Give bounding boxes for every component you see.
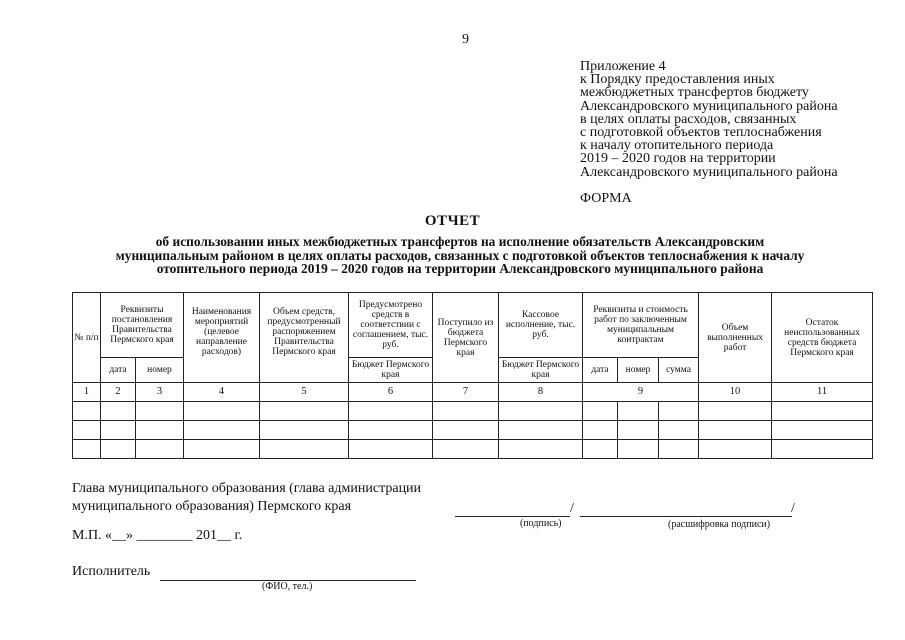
appendix-line: Александровского муниципального района (580, 164, 838, 180)
col-header-contract-number: номер (618, 358, 659, 383)
col-header-remainder: Остаток неиспользованных средств бюджета Пермского края (772, 293, 873, 383)
column-number: 4 (184, 383, 260, 402)
col-header-contract-sum: сумма (659, 358, 699, 383)
head-line: Глава муниципального образования (глава администрации (72, 481, 422, 496)
column-number: 8 (499, 383, 583, 402)
col-header-contracts: Реквизиты и стоимость работ по заключенным муниципальным контрактам (583, 293, 699, 358)
table-row (73, 402, 873, 421)
column-number: 3 (136, 383, 184, 402)
column-number: 5 (260, 383, 349, 402)
col-header-received: Поступило из бюджета Пермского края (433, 293, 499, 383)
subtitle-line: об использовании иных межбюджетных трансфертов на исполнение обязательств Александровским (155, 234, 765, 249)
col-header-date: дата (101, 358, 136, 383)
head-line: муниципального образования) Пермского края (72, 499, 352, 514)
column-number: 10 (699, 383, 772, 402)
executor-caption: (ФИО, тел.) (262, 581, 313, 592)
document-subtitle (60, 235, 860, 276)
decoding-line (580, 516, 792, 517)
col-header-volume: Объем средств, предусмотренный распоряжением Правительства Пермского края (260, 293, 349, 383)
table-row (73, 421, 873, 440)
decoding-slash: / (791, 501, 795, 516)
col-header-cash-budget: Бюджет Пермского края (499, 358, 583, 383)
report-table (72, 292, 873, 459)
column-number: 11 (772, 383, 873, 402)
col-header-requisites: Реквизиты постановления Правительства Пермского края (101, 293, 184, 358)
col-header-number: номер (136, 358, 184, 383)
signature-line (455, 516, 570, 517)
form-label: ФОРМА (580, 191, 632, 206)
col-header-contract-date: дата (583, 358, 618, 383)
head-signature-label (72, 480, 421, 516)
appendix-line: Приложение 4 (580, 59, 666, 74)
column-number: 6 (349, 383, 433, 402)
col-header-name: Наименования мероприятий (целевое направление расходов) (184, 293, 260, 383)
appendix-line: в целях оплаты расходов, связанных (580, 111, 797, 127)
col-header-works: Объем выполненных работ (699, 293, 772, 383)
column-number-row (73, 383, 873, 402)
col-header-planned-budget: Бюджет Пермского края (349, 358, 433, 383)
appendix-line: к Порядку предоставления иных (580, 72, 775, 88)
signature-slash: / (570, 501, 574, 516)
document-title: ОТЧЕТ (424, 213, 481, 229)
col-header-cash: Кассовое исполнение, тыс. руб. (499, 293, 583, 358)
page-number: 9 (462, 32, 469, 47)
signature-caption: (подпись) (520, 518, 562, 529)
column-number: 7 (433, 383, 499, 402)
appendix-line: 2019 – 2020 годов на территории (580, 151, 776, 167)
stamp-date-line: М.П. «__» ________ 201__ г. (72, 528, 243, 543)
appendix-line: с подготовкой объектов теплоснабжения (580, 125, 822, 141)
col-header-no: № п/п (73, 293, 101, 383)
table-row (73, 440, 873, 459)
column-number: 1 (73, 383, 101, 402)
appendix-line: к началу отопительного периода (580, 138, 774, 154)
decoding-caption: (расшифровка подписи) (668, 519, 771, 530)
appendix-block (580, 60, 838, 179)
subtitle-line: отопительного периода 2019 – 2020 годов на территории Александровского муниципального района (156, 261, 764, 276)
subtitle-line: муниципальным районом в целях оплаты расходов, связанных с подготовкой объектов теплоснабжения к началу (115, 247, 805, 263)
appendix-line: межбюджетных трансфертов бюджету (580, 85, 809, 101)
appendix-line: Александровского муниципального района (580, 98, 838, 114)
executor-label: Исполнитель (72, 564, 151, 579)
column-number: 9 (583, 383, 699, 402)
col-header-planned: Предусмотрено средств в соответствии с соглашением, тыс. руб. (349, 293, 433, 358)
column-number: 2 (101, 383, 136, 402)
